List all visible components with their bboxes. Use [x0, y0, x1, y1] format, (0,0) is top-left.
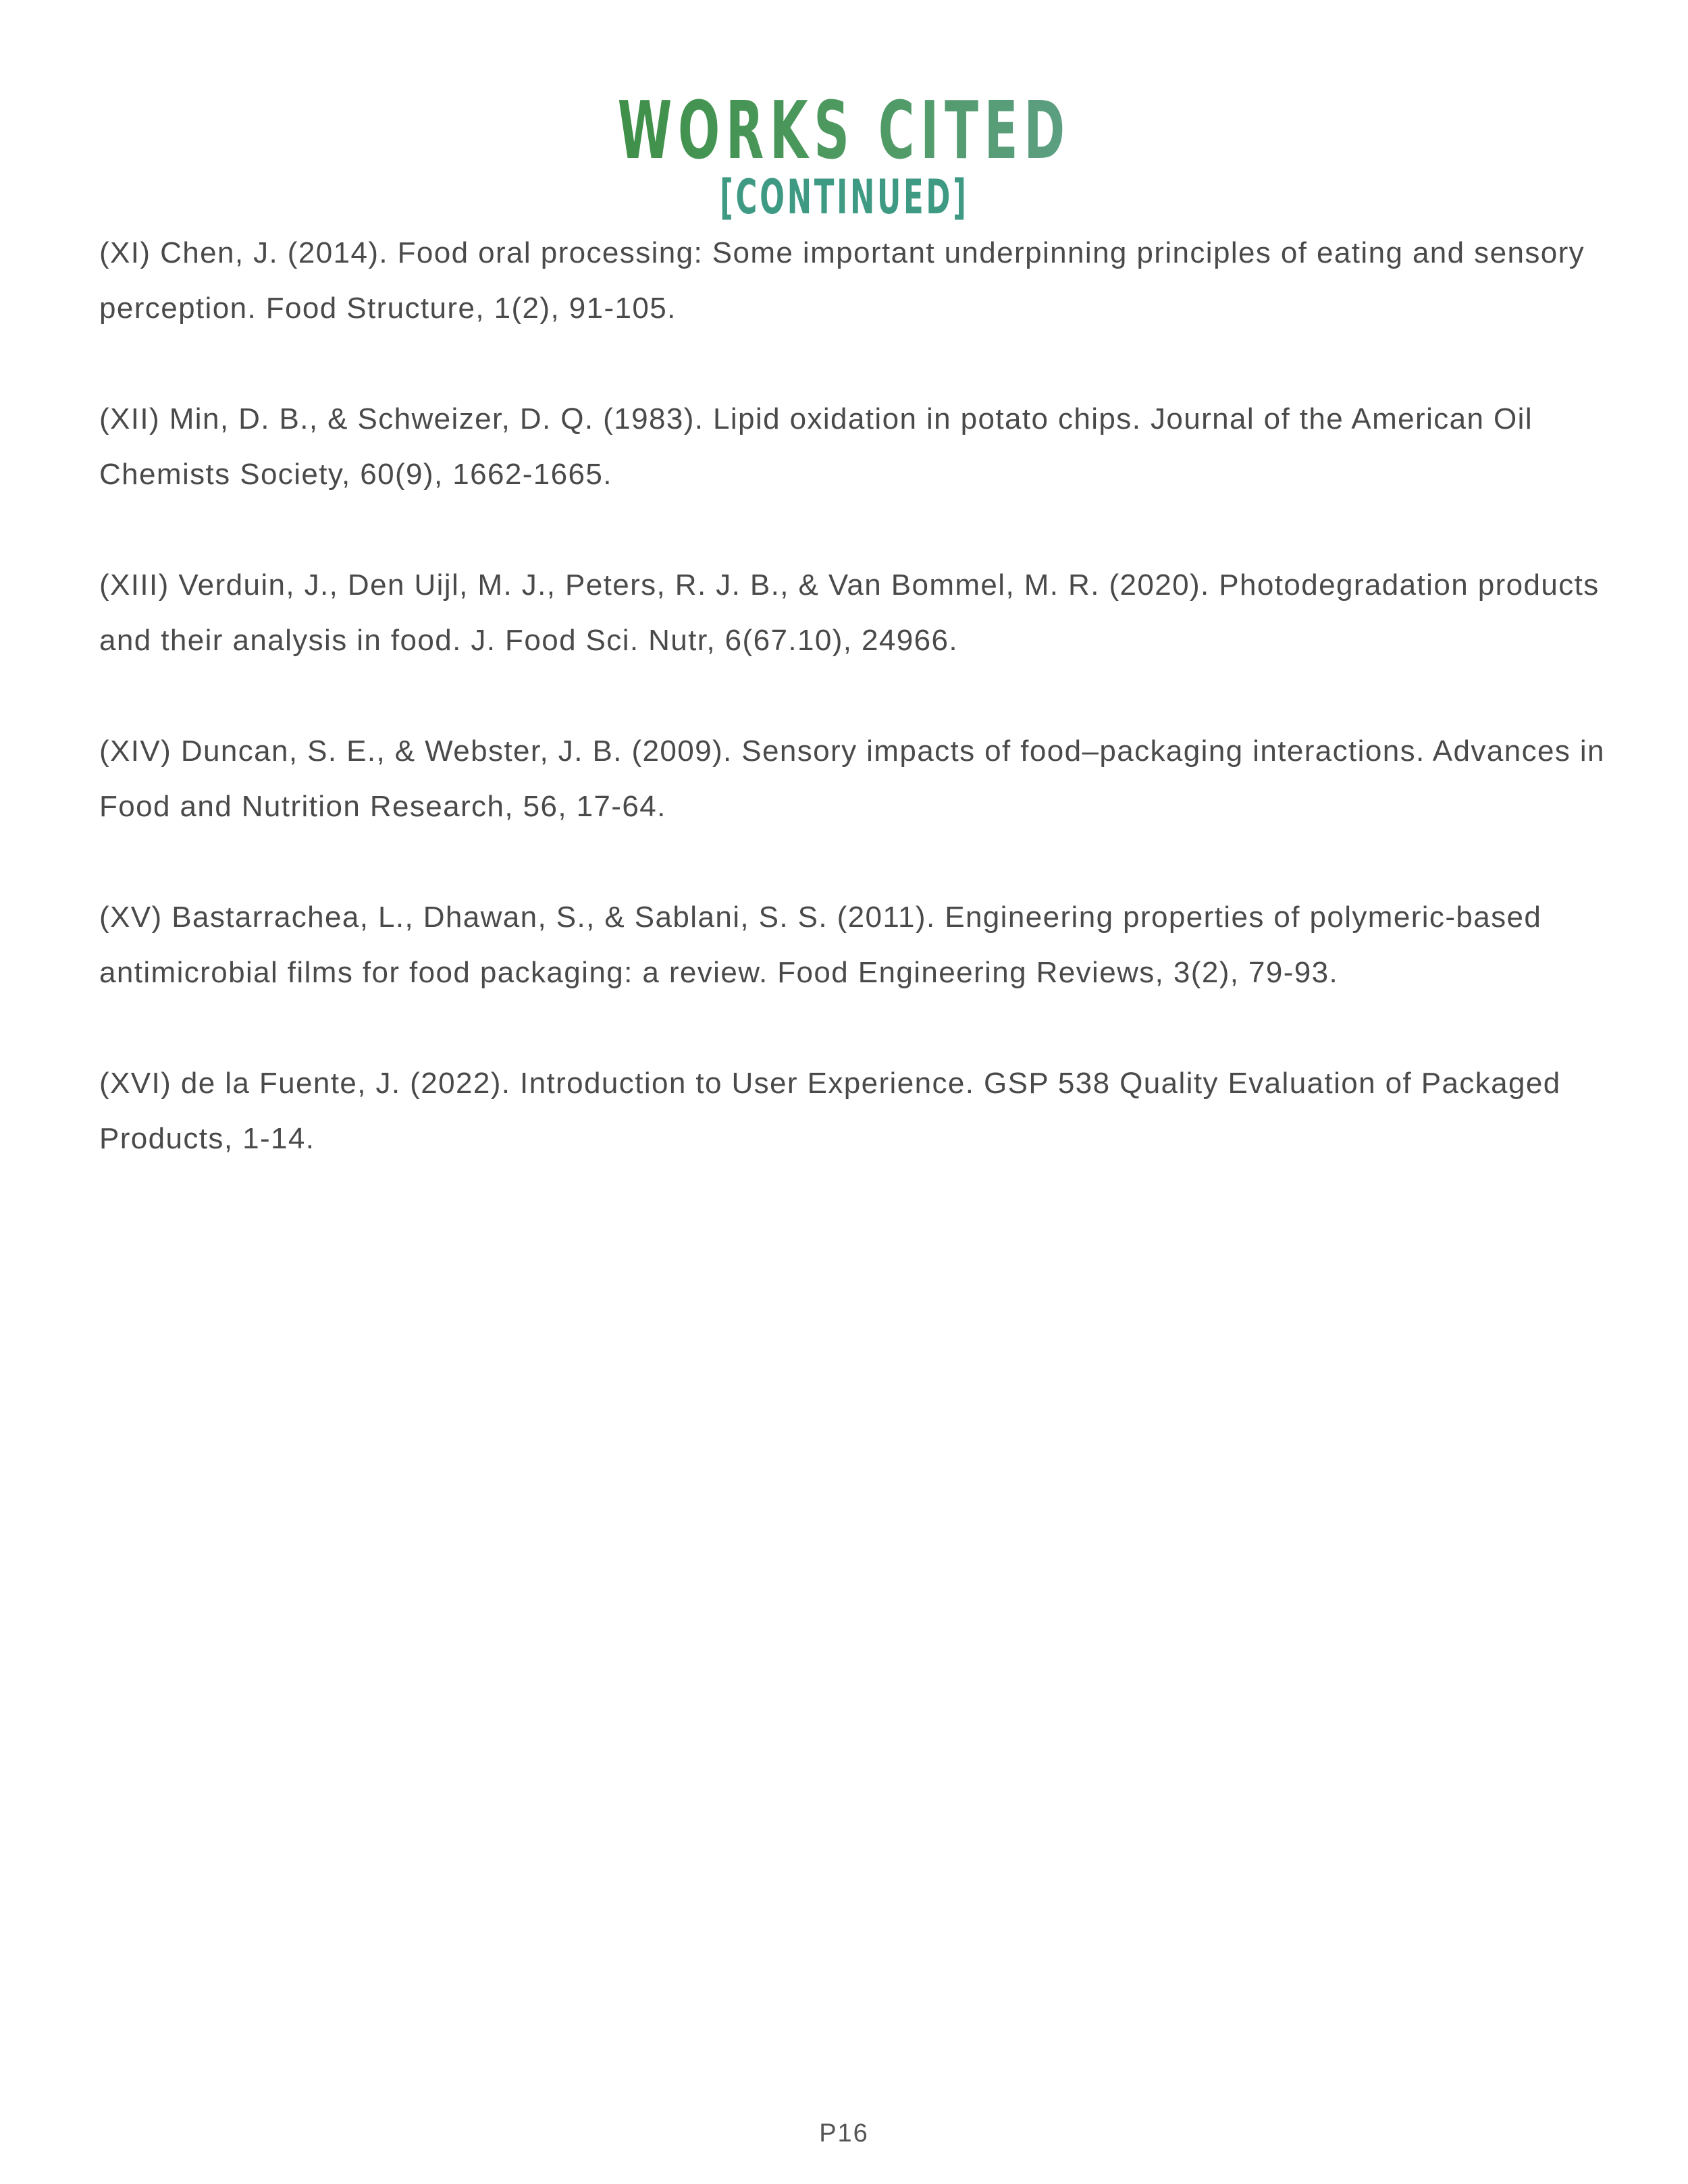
reference-list: [99, 225, 1612, 1222]
reference-item-xiv: (XIV) Duncan, S. E., & Webster, J. B. (2009). Sensory impacts of food–packaging interactions. Advances in Food and Nutrition Research, 56, 17-64.: [99, 735, 1605, 823]
reference-item-xii: (XII) Min, D. B., & Schweizer, D. Q. (1983). Lipid oxidation in potato chips. Journal of the American Oil Chemists Society, 60(9), 1662-1665.: [99, 402, 1533, 491]
heading: [0, 84, 1688, 177]
subtitle-wrapper: [0, 170, 1688, 224]
reference-item-xvi: (XVI) de la Fuente, J. (2022). Introduction to User Experience. GSP 538 Quality Evaluation of Packaged Products, 1-14.: [99, 1067, 1561, 1155]
reference-item-xi: (XI) Chen, J. (2014). Food oral processing: Some important underpinning principles of eating and sensory perception. Food Structure, 1(2), 91-105.: [99, 236, 1585, 325]
page-title: WORKS CITED: [617, 84, 1071, 177]
reference-item-xv: (XV) Bastarrachea, L., Dhawan, S., & Sablani, S. S. (2011). Engineering properties of polymeric-based antimicrobial films for food packaging: a review. Food Engineering Reviews, 3(2), 79-93.: [99, 901, 1542, 989]
page-number: P16: [819, 2119, 869, 2148]
reference-item-xiii: (XIII) Verduin, J., Den Uijl, M. J., Peters, R. J. B., & Van Bommel, M. R. (2020). Photodegradation products and their analysis in food. J. Food Sci. Nutr, 6(67.10), 24966.: [99, 568, 1600, 657]
page-subtitle: [CONTINUED]: [719, 169, 969, 225]
